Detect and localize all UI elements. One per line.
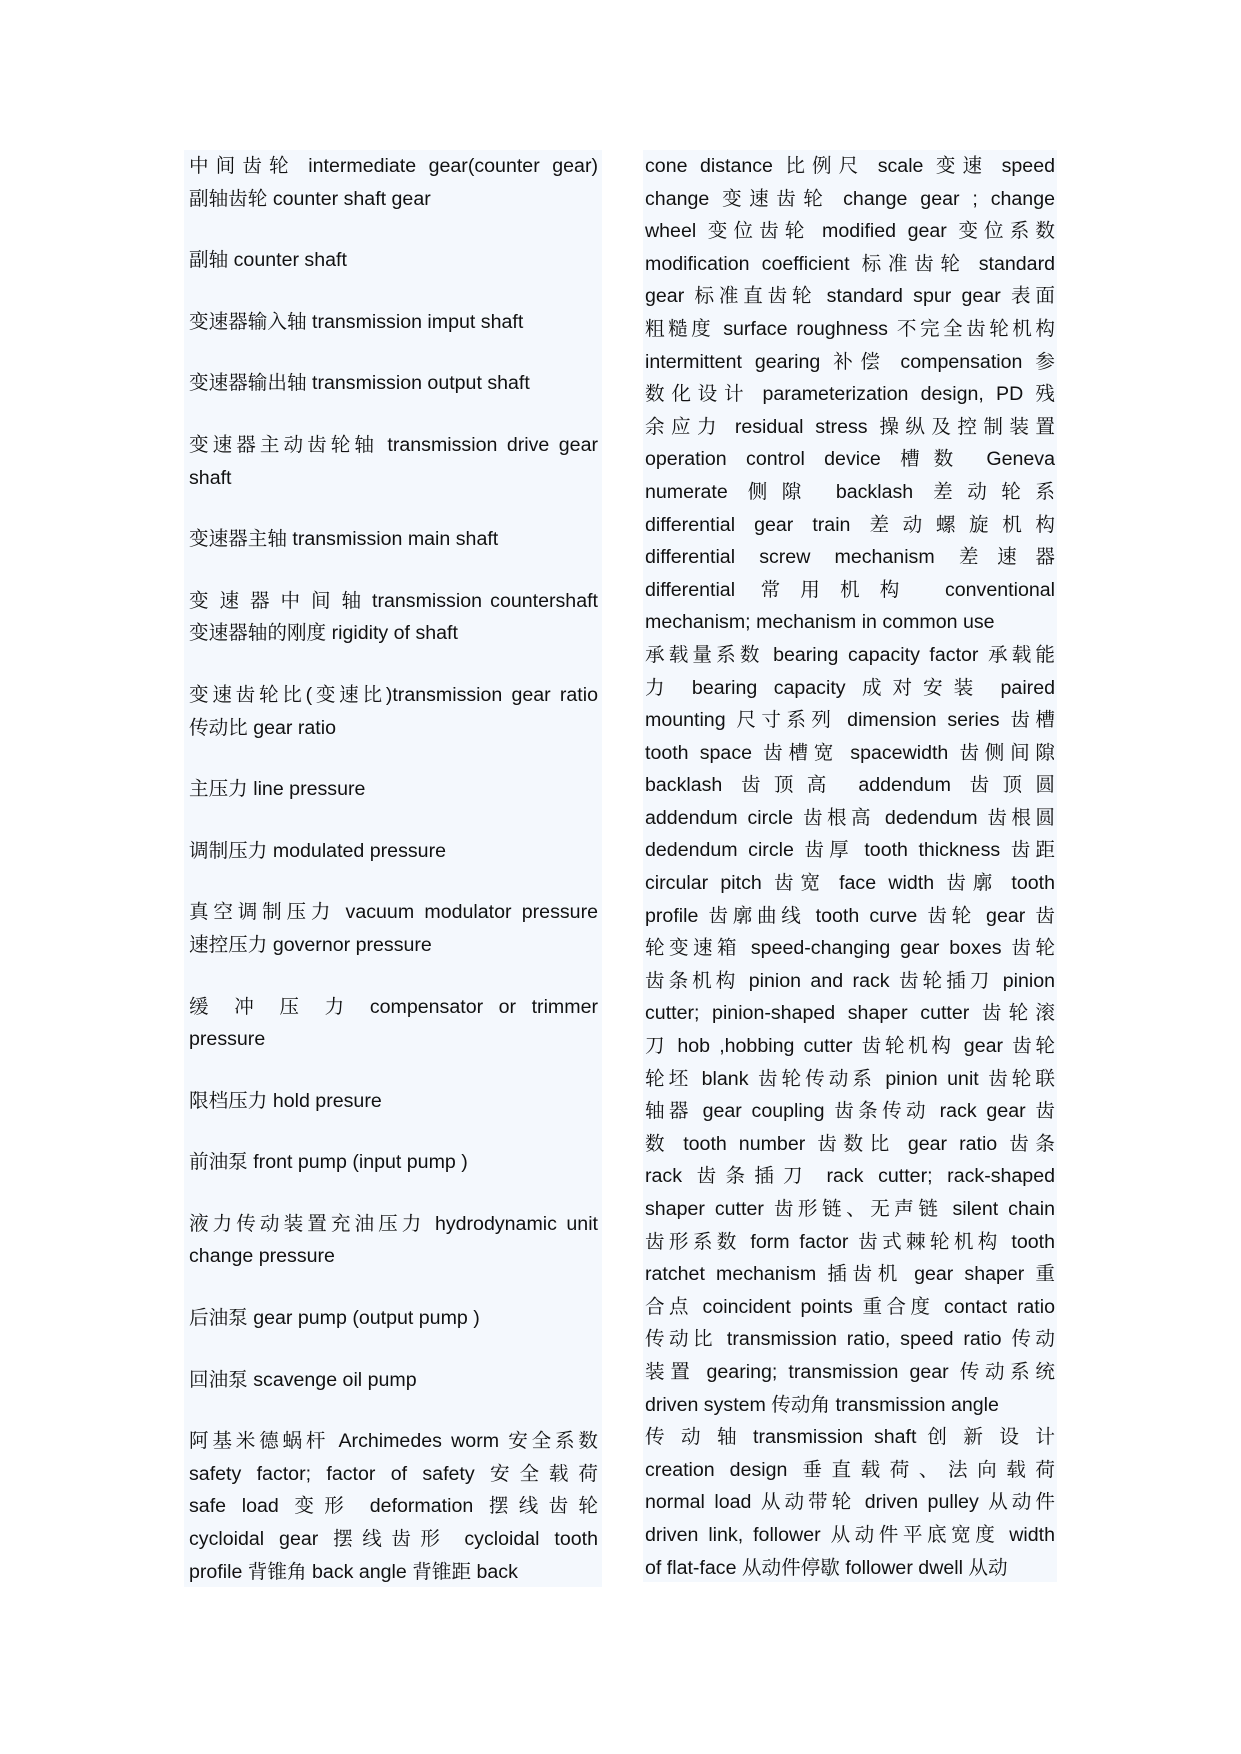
glossary-entry — [189, 1085, 598, 1118]
glossary-line: dedendum circle 齿厚 tooth thickness 齿距 — [645, 839, 1055, 862]
glossary-line: 传动比 gear ratio — [189, 716, 337, 739]
glossary-line: 限档压力 hold presure — [189, 1089, 382, 1112]
glossary-line: 余应力 residual stress 操纵及控制装置 — [645, 415, 1055, 438]
glossary-line: tooth space 齿槽宽 spacewidth 齿侧间隙 — [645, 741, 1055, 764]
glossary-entry — [189, 429, 598, 494]
glossary-line: driven system 传动角 transmission angle — [645, 1393, 999, 1416]
glossary-entry — [189, 244, 598, 277]
glossary-line: 装置 gearing; transmission gear 传动系统 — [645, 1360, 1055, 1383]
glossary-line: 合点 coincident points 重合度 contact ratio — [645, 1295, 1055, 1318]
glossary-line: 轴器 gear coupling 齿条传动 rack gear 齿 — [645, 1100, 1055, 1123]
glossary-line: change 变速齿轮 change gear ; change — [645, 187, 1055, 210]
glossary-line: 承载量系数 bearing capacity factor 承载能 — [645, 643, 1055, 666]
glossary-line: 轮坯 blank 齿轮传动系 pinion unit 齿轮联 — [645, 1067, 1055, 1090]
glossary-entry — [189, 679, 598, 744]
glossary-entry — [189, 585, 598, 650]
glossary-line: numerate 侧隙 backlash 差动轮系 — [645, 480, 1055, 503]
glossary-line: 速控压力 governor pressure — [189, 933, 432, 956]
glossary-line: 中间齿轮 intermediate gear(counter gear) — [189, 155, 598, 177]
glossary-line: 真空调制压力 vacuum modulator pressure — [189, 901, 598, 924]
glossary-line: mechanism; mechanism in common use — [645, 611, 995, 634]
glossary-line: of flat-face 从动件停歇 follower dwell 从动 — [645, 1556, 1008, 1579]
glossary-line: cone distance 比例尺 scale 变速 speed — [645, 155, 1055, 177]
glossary-line: 缓 冲 压 力 compensator or trimmer — [189, 995, 598, 1018]
glossary-entry — [189, 1146, 598, 1179]
glossary-line: normal load 从动带轮 driven pulley 从动件 — [645, 1491, 1055, 1514]
glossary-entry — [189, 835, 598, 868]
glossary-line: 刀 hob ,hobbing cutter 齿轮机构 gear 齿轮 — [645, 1035, 1055, 1058]
glossary-line: 变 速 器 中 间 轴 transmission countershaft — [189, 589, 598, 612]
glossary-entry — [189, 306, 598, 339]
glossary-line: 变速器输出轴 transmission output shaft — [189, 372, 530, 395]
glossary-line: 粗糙度 surface roughness 不完全齿轮机构 — [645, 317, 1055, 340]
glossary-line: 轮变速箱 speed-changing gear boxes 齿轮 — [645, 937, 1055, 960]
glossary-line: rack 齿条插刀 rack cutter; rack-shaped — [645, 1165, 1055, 1188]
glossary-line: shaper cutter 齿形链、无声链 silent chain — [645, 1198, 1055, 1220]
glossary-line: intermittent gearing 补偿 compensation 参 — [645, 350, 1055, 373]
glossary-line: safety factor; factor of safety 安全载荷 — [189, 1462, 598, 1485]
glossary-entry — [189, 367, 598, 400]
glossary-line: circular pitch 齿宽 face width 齿廓 tooth — [645, 872, 1055, 895]
glossary-line: driven link, follower 从动件平底宽度 width — [645, 1523, 1055, 1546]
glossary-line: 液力传动装置充油压力 hydrodynamic unit — [189, 1212, 598, 1235]
glossary-entry — [189, 1208, 598, 1273]
glossary-entry — [189, 1364, 598, 1397]
glossary-line: 力 bearing capacity 成对安装 paired — [645, 676, 1055, 699]
glossary-line: 齿条机构 pinion and rack 齿轮插刀 pinion — [645, 969, 1055, 992]
glossary-line: 阿基米德蜗杆 Archimedes worm 安全系数 — [189, 1430, 598, 1453]
glossary-entry — [189, 991, 598, 1056]
glossary-line: mounting 尺寸系列 dimension series 齿槽 — [645, 709, 1055, 732]
glossary-line: differential gear train 差动螺旋机构 — [645, 513, 1055, 536]
glossary-line: shaft — [189, 466, 232, 489]
glossary-line: 变速齿轮比(变速比)transmission gear ratio — [189, 683, 598, 706]
glossary-line: 回油泵 scavenge oil pump — [189, 1368, 417, 1391]
glossary-line: 变速器主动齿轮轴 transmission drive gear — [189, 433, 598, 456]
glossary-line: pressure — [189, 1028, 266, 1051]
glossary-line: ratchet mechanism 插齿机 gear shaper 重 — [645, 1263, 1055, 1286]
left-column-glossary — [184, 150, 602, 1587]
glossary-entry — [189, 150, 598, 215]
glossary-entry — [189, 1302, 598, 1335]
glossary-line: profile 背锥角 back angle 背锥距 back — [189, 1560, 518, 1583]
glossary-line: 副轴 counter shaft — [189, 249, 347, 272]
glossary-line: 前油泵 front pump (input pump ) — [189, 1151, 468, 1174]
glossary-line: creation design 垂直载荷、法向载荷 — [645, 1458, 1055, 1481]
glossary-line: 数化设计 parameterization design, PD 残 — [645, 383, 1055, 406]
glossary-line: 后油泵 gear pump (output pump ) — [189, 1307, 480, 1330]
glossary-line: cycloidal gear 摆线齿形 cycloidal tooth — [189, 1528, 598, 1551]
glossary-line: differential screw mechanism 差速器 — [645, 546, 1055, 569]
glossary-line: 传 动 轴 transmission shaft 创 新 设 计 — [645, 1426, 1055, 1449]
glossary-line: addendum circle 齿根高 dedendum 齿根圆 — [645, 806, 1055, 829]
glossary-entry — [189, 896, 598, 961]
glossary-entry — [189, 523, 598, 556]
glossary-line: 变速器轴的刚度 rigidity of shaft — [189, 622, 458, 645]
glossary-line: 主压力 line pressure — [189, 778, 366, 801]
glossary-line: backlash 齿顶高 addendum 齿顶圆 — [645, 774, 1055, 797]
glossary-line: 传动比 transmission ratio, speed ratio 传动 — [645, 1328, 1055, 1351]
glossary-line: 变速器输入轴 transmission imput shaft — [189, 310, 524, 333]
glossary-line: wheel 变位齿轮 modified gear 变位系数 — [645, 220, 1055, 243]
glossary-line: 数 tooth number 齿数比 gear ratio 齿条 — [645, 1132, 1055, 1155]
glossary-line: 调制压力 modulated pressure — [189, 839, 446, 862]
right-column-glossary — [643, 150, 1057, 1582]
glossary-line: profile 齿廓曲线 tooth curve 齿轮 gear 齿 — [645, 904, 1055, 927]
glossary-line: differential 常用机构 conventional — [645, 578, 1055, 601]
glossary-line: 副轴齿轮 counter shaft gear — [189, 187, 431, 210]
glossary-line: change pressure — [189, 1245, 335, 1268]
glossary-entry — [189, 773, 598, 806]
glossary-line: 变速器主轴 transmission main shaft — [189, 528, 499, 551]
glossary-line: cutter; pinion-shaped shaper cutter 齿轮滚 — [645, 1002, 1055, 1025]
glossary-line: operation control device 槽数 Geneva — [645, 448, 1055, 471]
glossary-line: 齿形系数 form factor 齿式棘轮机构 tooth — [645, 1230, 1055, 1253]
glossary-line: modification coefficient 标准齿轮 standard — [645, 252, 1055, 275]
glossary-line: gear 标准直齿轮 standard spur gear 表面 — [645, 285, 1055, 308]
glossary-line: safe load 变形 deformation 摆线齿轮 — [189, 1495, 598, 1518]
glossary-entry — [189, 1425, 598, 1588]
